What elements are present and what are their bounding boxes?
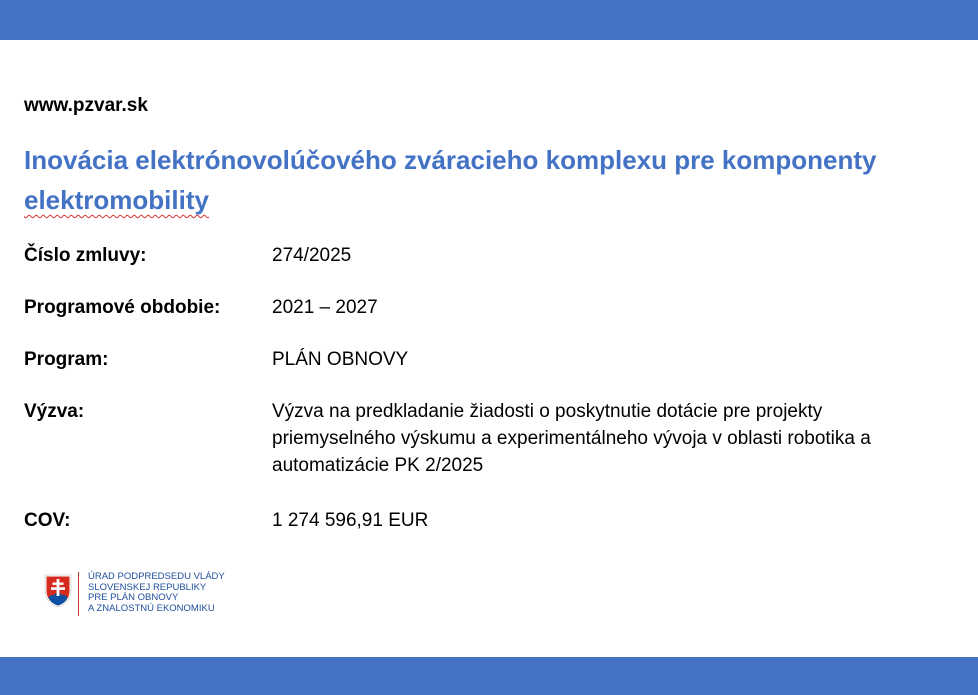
top-banner — [0, 0, 978, 40]
project-title — [24, 140, 924, 220]
logo-line: SLOVENSKEJ REPUBLIKY — [88, 581, 207, 593]
contract-number-value: 274/2025 — [272, 245, 352, 266]
program-value: PLÁN OBNOVY — [272, 349, 409, 370]
project-title-text: Inovácia elektrónovolúčového zváracieho komplexu pre komponenty — [24, 145, 877, 175]
call-value: Výzva na predkladanie žiadosti o poskytnutie dotácie pre projekty priemyselného výskumu a experimentálneho vývoja v oblasti robotika a automatizácie PK 2/2025 — [272, 401, 871, 476]
logo-line: ÚRAD PODPREDSEDU VLÁDY — [88, 571, 225, 582]
website-url: www.pzvar.sk — [24, 95, 148, 116]
total-costs-value: 1 274 596,91 EUR — [272, 510, 429, 531]
logo-line: PRE PLÁN OBNOVY — [88, 592, 179, 603]
logo-text — [88, 572, 268, 614]
program-period-label: Programové obdobie: — [24, 297, 221, 318]
slovak-coat-of-arms-icon — [44, 574, 72, 608]
government-office-logo — [44, 572, 264, 618]
program-label: Program: — [24, 349, 109, 370]
call-label: Výzva: — [24, 401, 85, 422]
project-title-misspelled-word: elektromobility — [24, 185, 209, 215]
program-period-value: 2021 – 2027 — [272, 297, 378, 318]
contract-number-label: Číslo zmluvy: — [24, 245, 147, 266]
total-costs-label: COV: — [24, 510, 71, 531]
bottom-banner — [0, 657, 978, 695]
logo-divider — [78, 572, 79, 616]
logo-line: A ZNALOSTNÚ EKONOMIKU — [88, 602, 215, 614]
